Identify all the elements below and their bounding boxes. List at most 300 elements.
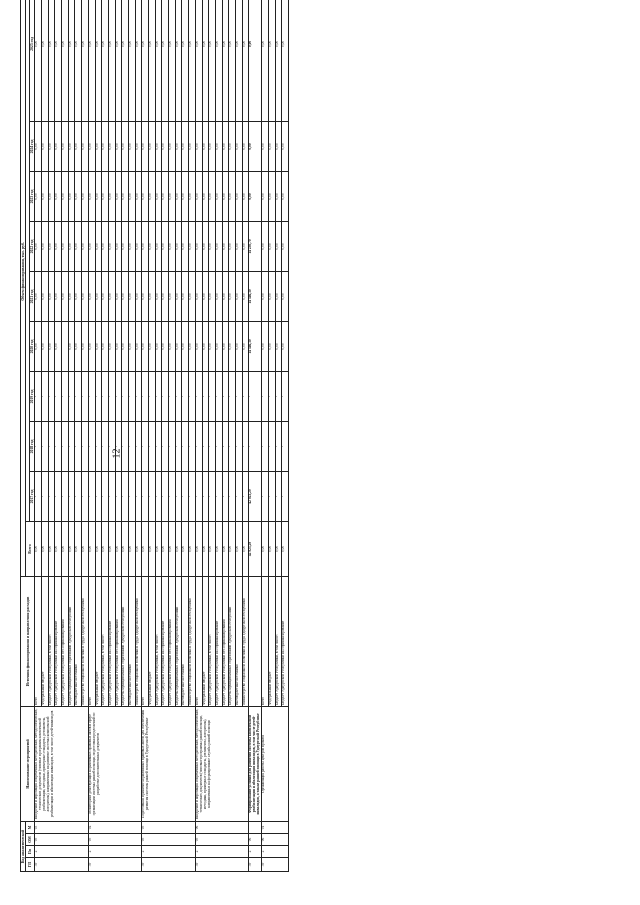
- source-cell: Бюджет Удмуртской Республики без софинансирования: [222, 576, 229, 706]
- year-value-cell: 0,00: [209, 121, 216, 171]
- year-value-cell: -: [209, 421, 216, 471]
- year-value-cell: 0,00: [162, 171, 169, 221]
- year-value-cell: -: [202, 471, 209, 521]
- source-cell: Федеральный бюджет: [202, 576, 209, 706]
- year-value-cell: 0,00: [169, 171, 176, 221]
- year-value-cell: -: [242, 371, 249, 421]
- year-value-cell: -: [108, 371, 115, 421]
- source-cell: Бюджет Удмуртской Республики без софинансирования: [62, 576, 69, 706]
- year-value-cell: 0,00: [275, 221, 282, 271]
- year-header: 2019 год: [30, 371, 35, 421]
- year-value-cell: -: [68, 421, 75, 471]
- year-value-cell: 0,00: [142, 0, 149, 121]
- year-value-cell: 0,00: [215, 171, 222, 221]
- year-value-cell: 0,00: [162, 0, 169, 121]
- year-value-cell: 0,00: [162, 321, 169, 371]
- source-cell: всего: [142, 576, 149, 706]
- year-value-cell: -: [75, 371, 82, 421]
- total-value-cell: 0,00: [155, 521, 162, 576]
- year-value-cell: -: [229, 471, 236, 521]
- year-value-cell: 0,00: [128, 271, 135, 321]
- year-value-cell: -: [135, 421, 142, 471]
- year-value-cell: -: [155, 371, 162, 421]
- year-value-cell: 0,00: [202, 321, 209, 371]
- year-value-cell: -: [55, 421, 62, 471]
- year-value-cell: 0,00: [135, 171, 142, 221]
- year-value-cell: 0,00: [169, 221, 176, 271]
- year-value-cell: 0,00: [75, 0, 82, 121]
- code-cell: 39: [35, 858, 89, 872]
- year-value-cell: 0,00: [128, 171, 135, 221]
- year-value-cell: 0,00: [142, 121, 149, 171]
- source-cell: Министерство социальной политики и труда Удмуртской Республики: [135, 576, 142, 706]
- year-value-cell: -: [215, 471, 222, 521]
- year-value-cell: 0,00: [62, 271, 69, 321]
- year-value-cell: -: [48, 421, 55, 471]
- year-value-cell: 0,00: [95, 171, 102, 221]
- year-value-cell: 0,00: [149, 271, 156, 321]
- year-value-cell: -: [268, 471, 275, 521]
- code-cell: 01: [262, 821, 289, 833]
- year-value-cell: 0,00: [229, 171, 236, 221]
- source-cell: Бюджеты муниципальных образований Удмуртской Республики: [68, 576, 75, 706]
- year-value-cell: -: [75, 471, 82, 521]
- code-col-header: Пп: [26, 846, 35, 858]
- year-value-cell: -: [62, 421, 69, 471]
- year-value-cell: 0,00: [48, 0, 55, 121]
- year-value-cell: 0,00: [108, 0, 115, 121]
- year-value-cell: 0,00: [215, 321, 222, 371]
- year-value-cell: 0,00: [102, 271, 109, 321]
- year-value-cell: 0,00: [242, 121, 249, 171]
- year-value-cell: -: [169, 471, 176, 521]
- year-value-cell: -: [182, 421, 189, 471]
- year-value-cell: -: [262, 421, 269, 471]
- total-value-cell: 0,00: [55, 521, 62, 576]
- year-value-cell: -: [75, 421, 82, 471]
- year-value-cell: 0,00: [202, 121, 209, 171]
- year-value-cell: 0,00: [189, 0, 196, 121]
- total-value-cell: 0,00: [135, 521, 142, 576]
- year-value-cell: 0,00: [115, 321, 122, 371]
- table-row: [142, 0, 149, 872]
- year-value-cell: 0,00: [182, 0, 189, 121]
- year-value-cell: 0,00: [175, 221, 182, 271]
- total-value-cell: 0,00: [162, 521, 169, 576]
- year-value-cell: 14 346,30: [249, 271, 262, 321]
- year-value-cell: -: [62, 371, 69, 421]
- year-value-cell: -: [95, 421, 102, 471]
- year-value-cell: 0,00: [175, 271, 182, 321]
- source-cell: Бюджет Удмуртской Республики на софинансирование: [55, 576, 62, 706]
- year-value-cell: 0,00: [68, 0, 75, 121]
- year-value-cell: 0,00: [88, 121, 95, 171]
- year-value-cell: -: [122, 421, 129, 471]
- year-value-cell: 0,00: [122, 0, 129, 121]
- year-value-cell: 0,00: [235, 321, 242, 371]
- year-value-cell: 0,00: [195, 0, 202, 121]
- year-value-cell: 0,00: [35, 121, 42, 171]
- source-cell: [249, 576, 262, 706]
- year-value-cell: -: [282, 371, 289, 421]
- year-value-cell: 0,00: [68, 271, 75, 321]
- year-value-cell: 0,00: [189, 321, 196, 371]
- source-cell: Федеральный бюджет: [149, 576, 156, 706]
- year-value-cell: 0,00: [55, 271, 62, 321]
- year-header: 2021 год: [30, 271, 35, 321]
- year-value-cell: 0,00: [242, 271, 249, 321]
- year-value-cell: 0,00: [122, 221, 129, 271]
- year-value-cell: 0,00: [249, 121, 262, 171]
- source-cell: Бюджет Удмуртской Республики на софинансирование: [162, 576, 169, 706]
- code-cell: 2: [35, 846, 89, 858]
- year-value-cell: -: [149, 471, 156, 521]
- year-value-cell: 0,00: [262, 221, 269, 271]
- year-value-cell: 0,00: [275, 171, 282, 221]
- measure-name-cell: Организация работы центров проката: [262, 706, 289, 821]
- year-value-cell: -: [68, 371, 75, 421]
- year-value-cell: -: [102, 421, 109, 471]
- measure-name-cell: Мониторинг действующих нормативных правовых актов в сфере организации системы ранней помощи, подготовка предложений по разработке дополнительных документов: [88, 706, 142, 821]
- year-value-cell: 0,00: [195, 221, 202, 271]
- table-row: [35, 0, 42, 872]
- year-value-cell: 0,00: [282, 321, 289, 371]
- year-value-cell: -: [242, 421, 249, 471]
- year-value-cell: -: [222, 421, 229, 471]
- year-value-cell: -: [202, 421, 209, 471]
- measure-name-cell: Формирование условий для развития системы комплексной реабилитации и абилитации инвалидов, в том числе детей-инвалидов, а также ранней помощи в Удмуртской Республике: [249, 706, 262, 821]
- year-value-cell: 0,00: [55, 0, 62, 121]
- year-value-cell: 0,00: [108, 221, 115, 271]
- source-cell: Министерство социальной политики и труда Удмуртской Республики: [82, 576, 89, 706]
- year-value-cell: -: [68, 471, 75, 521]
- year-value-cell: 0,00: [88, 0, 95, 121]
- year-value-cell: 0,00: [155, 221, 162, 271]
- year-value-cell: 0,00: [155, 0, 162, 121]
- source-cell: Федеральный бюджет: [42, 576, 49, 706]
- page-number: 12: [111, 448, 123, 459]
- year-value-cell: 0,00: [115, 221, 122, 271]
- year-header: 2022 год: [30, 221, 35, 271]
- year-value-cell: 0,00: [142, 321, 149, 371]
- year-value-cell: -: [169, 371, 176, 421]
- year-value-cell: 0,00: [108, 121, 115, 171]
- table-row: [249, 0, 262, 872]
- total-value-cell: 0,00: [222, 521, 229, 576]
- source-cell: Бюджет Удмуртской Республики, в том числе:: [48, 576, 55, 706]
- total-value-cell: 0,00: [128, 521, 135, 576]
- year-value-cell: 0,00: [262, 171, 269, 221]
- source-cell: Министерство социальной политики и труда Удмуртской Республики: [189, 576, 196, 706]
- year-value-cell: -: [95, 471, 102, 521]
- year-value-cell: 0,00: [135, 221, 142, 271]
- code-cell: 39: [142, 858, 196, 872]
- total-value-cell: 0,00: [215, 521, 222, 576]
- total-value-cell: 0,00: [108, 521, 115, 576]
- year-value-cell: 0,00: [62, 171, 69, 221]
- year-value-cell: 0,00: [162, 271, 169, 321]
- rotated-document: [20, 17, 610, 872]
- year-value-cell: 0,00: [242, 171, 249, 221]
- year-value-cell: -: [235, 421, 242, 471]
- year-value-cell: 0,00: [242, 221, 249, 271]
- year-value-cell: -: [169, 421, 176, 471]
- year-value-cell: 0,00: [275, 321, 282, 371]
- year-value-cell: -: [175, 371, 182, 421]
- year-value-cell: -: [229, 421, 236, 471]
- source-cell: Федеральный бюджет: [95, 576, 102, 706]
- source-cell: Внебюджетные источники: [182, 576, 189, 706]
- year-value-cell: 0,00: [155, 121, 162, 171]
- volume-header: Объем финансирования, тыс. руб.: [21, 0, 26, 576]
- year-value-cell: 0,00: [128, 121, 135, 171]
- source-cell: Бюджет Удмуртской Республики, в том числе:: [209, 576, 216, 706]
- year-value-cell: 0,00: [209, 171, 216, 221]
- year-value-cell: 0,00: [102, 121, 109, 171]
- year-value-cell: 0,00: [35, 221, 42, 271]
- year-value-cell: 0,00: [268, 0, 275, 121]
- source-cell: Внебюджетные источники: [75, 576, 82, 706]
- year-value-cell: -: [102, 471, 109, 521]
- total-header: Всего: [26, 521, 35, 576]
- year-value-cell: -: [195, 471, 202, 521]
- year-value-cell: 0,00: [82, 0, 89, 121]
- year-value-cell: 0,00: [189, 271, 196, 321]
- year-value-cell: 0,00: [175, 121, 182, 171]
- year-value-cell: 0,00: [215, 0, 222, 121]
- total-value-cell: 0,00: [275, 521, 282, 576]
- year-value-cell: 0,00: [235, 271, 242, 321]
- total-value-cell: 0,00: [209, 521, 216, 576]
- year-header: 2023 год: [30, 171, 35, 221]
- year-value-cell: 0,00: [42, 271, 49, 321]
- year-value-cell: -: [55, 371, 62, 421]
- year-value-cell: 0,00: [42, 171, 49, 221]
- source-cell: всего: [195, 576, 202, 706]
- year-value-cell: 0,00: [122, 321, 129, 371]
- year-value-cell: 0,00: [149, 0, 156, 121]
- year-value-cell: -: [215, 421, 222, 471]
- table-row: [262, 0, 269, 872]
- year-value-cell: 0,00: [169, 321, 176, 371]
- measure-name-cell: Внедрение и апробация современных методических, методологических, технических документов (типовые программы ранней помощи, методики, примерные стандарты, регламенты, алгоритмы), направленных на формирование службы ранней помощи: [195, 706, 249, 821]
- year-header: 2017 год: [30, 471, 35, 521]
- year-value-cell: -: [128, 371, 135, 421]
- year-value-cell: -: [88, 471, 95, 521]
- year-value-cell: -: [175, 421, 182, 471]
- total-value-cell: 0,00: [35, 521, 42, 576]
- source-cell: Бюджеты муниципальных образований Удмуртской Республики: [175, 576, 182, 706]
- year-value-cell: 0,00: [195, 321, 202, 371]
- year-value-cell: 0,00: [268, 321, 275, 371]
- year-value-cell: 0,00: [135, 321, 142, 371]
- year-value-cell: 0,00: [88, 271, 95, 321]
- year-value-cell: -: [82, 471, 89, 521]
- year-value-cell: 0,00: [42, 121, 49, 171]
- year-value-cell: 0,00: [82, 171, 89, 221]
- code-cell: 05: [142, 821, 196, 833]
- year-value-cell: -: [235, 371, 242, 421]
- year-value-cell: 0,00: [102, 0, 109, 121]
- total-value-cell: 0,00: [262, 521, 269, 576]
- year-value-cell: -: [42, 371, 49, 421]
- year-value-cell: 0,00: [115, 271, 122, 321]
- year-value-cell: 0,00: [222, 0, 229, 121]
- year-value-cell: 0,00: [222, 171, 229, 221]
- total-value-cell: 0,00: [68, 521, 75, 576]
- year-value-cell: 0,00: [75, 121, 82, 171]
- year-value-cell: -: [48, 471, 55, 521]
- year-value-cell: 0,00: [282, 171, 289, 221]
- year-value-cell: -: [275, 421, 282, 471]
- year-value-cell: 0,00: [182, 171, 189, 221]
- year-value-cell: 0,00: [235, 221, 242, 271]
- total-value-cell: 0,00: [48, 521, 55, 576]
- year-value-cell: 0,00: [209, 0, 216, 121]
- year-value-cell: 0,00: [102, 221, 109, 271]
- code-cell: 2: [262, 846, 289, 858]
- code-col-header: ОМ: [26, 834, 35, 846]
- measure-name-cell: Подготовка и принятие нормативных правовых актов для обеспечения развития системы ранней помощи в Удмуртской Республике: [142, 706, 196, 821]
- year-value-cell: -: [142, 371, 149, 421]
- year-value-cell: -: [189, 421, 196, 471]
- year-value-cell: 0,00: [142, 221, 149, 271]
- year-value-cell: 0,00: [48, 171, 55, 221]
- code-cell: 05: [195, 834, 249, 846]
- year-value-cell: -: [222, 471, 229, 521]
- year-value-cell: 14 346,30: [249, 321, 262, 371]
- year-value-cell: 0,00: [35, 321, 42, 371]
- source-cell: всего: [35, 576, 42, 706]
- total-value-cell: 0,00: [122, 521, 129, 576]
- year-value-cell: 0,00: [42, 0, 49, 121]
- year-value-cell: -: [88, 421, 95, 471]
- year-value-cell: 0,00: [135, 0, 142, 121]
- financing-table: [20, 0, 289, 872]
- year-value-cell: 0,00: [142, 171, 149, 221]
- year-value-cell: 0,00: [189, 221, 196, 271]
- code-cell: 03: [35, 821, 89, 833]
- year-value-cell: -: [62, 471, 69, 521]
- year-value-cell: 0,00: [82, 271, 89, 321]
- year-value-cell: 0,00: [202, 221, 209, 271]
- year-value-cell: -: [149, 371, 156, 421]
- year-value-cell: 42 923,29: [249, 471, 262, 521]
- code-col-header: М: [26, 821, 35, 833]
- year-value-cell: -: [135, 471, 142, 521]
- year-value-cell: 0,00: [209, 271, 216, 321]
- code-cell: 06: [262, 834, 289, 846]
- source-cell: Внебюджетные источники: [235, 576, 242, 706]
- year-value-cell: -: [215, 371, 222, 421]
- year-value-cell: -: [122, 371, 129, 421]
- year-value-cell: 0,00: [62, 121, 69, 171]
- year-value-cell: 0,00: [82, 221, 89, 271]
- year-value-cell: 0,00: [215, 221, 222, 271]
- year-value-cell: 0,00: [202, 171, 209, 221]
- year-value-cell: 0,00: [95, 271, 102, 321]
- year-value-cell: 0,00: [48, 121, 55, 171]
- year-value-cell: 0,00: [35, 271, 42, 321]
- year-value-cell: -: [182, 471, 189, 521]
- total-value-cell: 0,00: [169, 521, 176, 576]
- year-value-cell: -: [282, 421, 289, 471]
- year-value-cell: 14 230,70: [249, 221, 262, 271]
- year-value-cell: 0,00: [195, 121, 202, 171]
- year-value-cell: -: [142, 421, 149, 471]
- year-value-cell: 0,00: [42, 321, 49, 371]
- year-value-cell: 0,00: [155, 171, 162, 221]
- code-col-header: ГП: [26, 858, 35, 872]
- year-value-cell: 0,00: [195, 271, 202, 321]
- year-value-cell: -: [55, 471, 62, 521]
- year-value-cell: 0,00: [102, 171, 109, 221]
- year-value-cell: -: [249, 371, 262, 421]
- code-cell: 05: [88, 834, 142, 846]
- year-value-cell: -: [189, 371, 196, 421]
- year-value-cell: 0,00: [68, 221, 75, 271]
- total-value-cell: 0,00: [242, 521, 249, 576]
- year-value-cell: 0,00: [88, 221, 95, 271]
- total-value-cell: 0,00: [95, 521, 102, 576]
- year-value-cell: 0,00: [229, 121, 236, 171]
- year-value-cell: 0,00: [135, 271, 142, 321]
- total-value-cell: 0,00: [189, 521, 196, 576]
- code-cell: 39: [195, 858, 249, 872]
- year-value-cell: 0,00: [128, 0, 135, 121]
- year-value-cell: 0,00: [48, 271, 55, 321]
- total-value-cell: 0,00: [202, 521, 209, 576]
- year-value-cell: -: [108, 421, 115, 471]
- year-value-cell: -: [249, 421, 262, 471]
- year-value-cell: 0,00: [55, 171, 62, 221]
- year-value-cell: -: [149, 421, 156, 471]
- year-value-cell: 0,00: [175, 321, 182, 371]
- total-value-cell: 0,00: [42, 521, 49, 576]
- year-value-cell: 0,00: [95, 121, 102, 171]
- source-cell: Бюджет Удмуртской Республики без софинансирования: [115, 576, 122, 706]
- total-value-cell: 0,00: [235, 521, 242, 576]
- year-value-cell: 0,00: [62, 0, 69, 121]
- year-value-cell: 0,00: [68, 321, 75, 371]
- table-row: [88, 0, 95, 872]
- source-cell: Бюджет Удмуртской Республики на софинансирование: [215, 576, 222, 706]
- year-value-cell: 0,00: [115, 121, 122, 171]
- year-value-cell: 0,00: [169, 0, 176, 121]
- year-value-cell: 0,00: [169, 121, 176, 171]
- source-cell: Министерство социальной политики и труда Удмуртской Республики: [242, 576, 249, 706]
- year-value-cell: 0,00: [48, 321, 55, 371]
- code-cell: 39: [88, 858, 142, 872]
- code-cell: 2: [142, 846, 196, 858]
- year-value-cell: -: [209, 371, 216, 421]
- year-value-cell: 0,00: [155, 271, 162, 321]
- year-value-cell: 0,00: [95, 221, 102, 271]
- year-value-cell: -: [155, 471, 162, 521]
- year-value-cell: 0,00: [35, 0, 42, 121]
- year-value-cell: -: [108, 471, 115, 521]
- year-value-cell: 0,00: [222, 221, 229, 271]
- year-value-cell: 0,00: [82, 121, 89, 171]
- year-value-cell: 0,00: [268, 271, 275, 321]
- year-value-cell: -: [275, 371, 282, 421]
- total-value-cell: 0,00: [149, 521, 156, 576]
- year-value-cell: 0,00: [222, 271, 229, 321]
- total-value-cell: 0,00: [142, 521, 149, 576]
- code-cell: 39: [249, 858, 262, 872]
- year-value-cell: 0,00: [55, 321, 62, 371]
- code-cell: 06: [195, 821, 249, 833]
